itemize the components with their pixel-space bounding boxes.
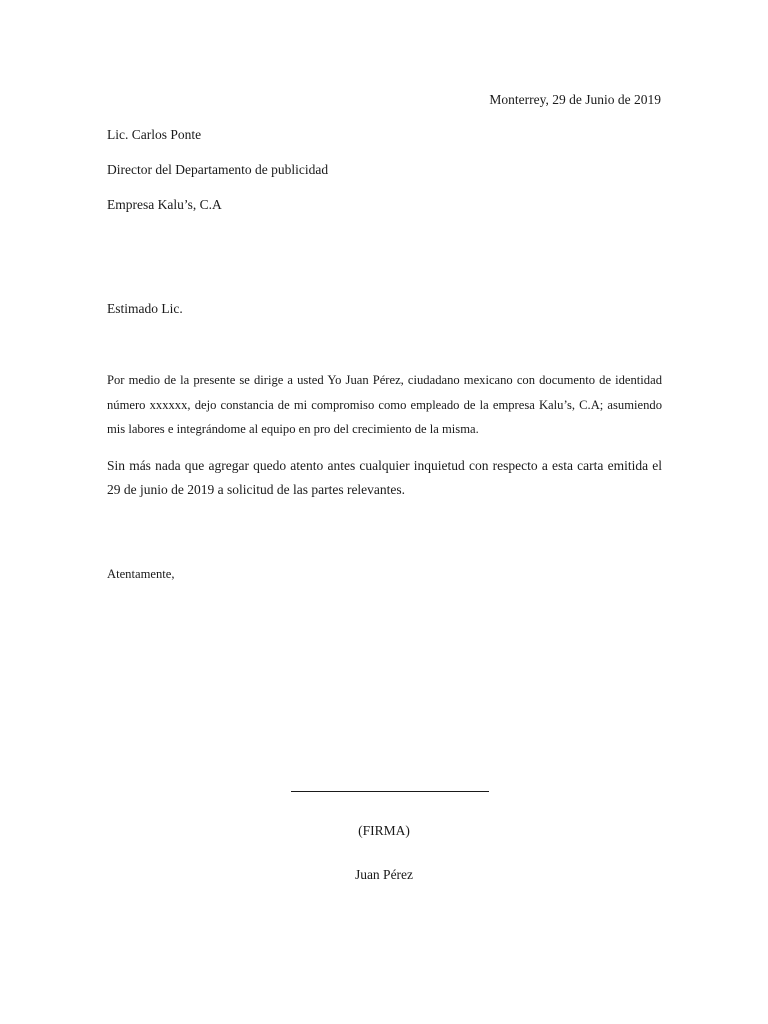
body-paragraph: Por medio de la presente se dirige a usted Yo Juan Pérez, ciudadano mexicano con documento de identidad número xxxxxx, dejo constancia de mi compromiso como empleado de la empresa Kalu’s, C.A; asumiendo mis labores e integrándome al equipo en pro del crecimiento de la misma. — [107, 373, 662, 436]
closing: Atentamente, — [107, 567, 175, 581]
recipient-company: Empresa Kalu’s, C.A — [107, 197, 222, 212]
recipient-title: Director del Departamento de publicidad — [107, 162, 329, 177]
letter-date: Monterrey, 29 de Junio de 2019 — [489, 92, 661, 107]
signature-caption: (FIRMA) — [358, 823, 410, 838]
salutation: Estimado Lic. — [107, 301, 183, 316]
recipient-name: Lic. Carlos Ponte — [107, 127, 202, 142]
signature-line — [291, 791, 489, 792]
signer-name: Juan Pérez — [354, 867, 414, 882]
body-paragraph: Sin más nada que agregar quedo atento antes cualquier inquietud con respecto a esta carta emitida el 29 de junio de 2019 a solicitud de las partes relevantes. — [107, 458, 662, 497]
